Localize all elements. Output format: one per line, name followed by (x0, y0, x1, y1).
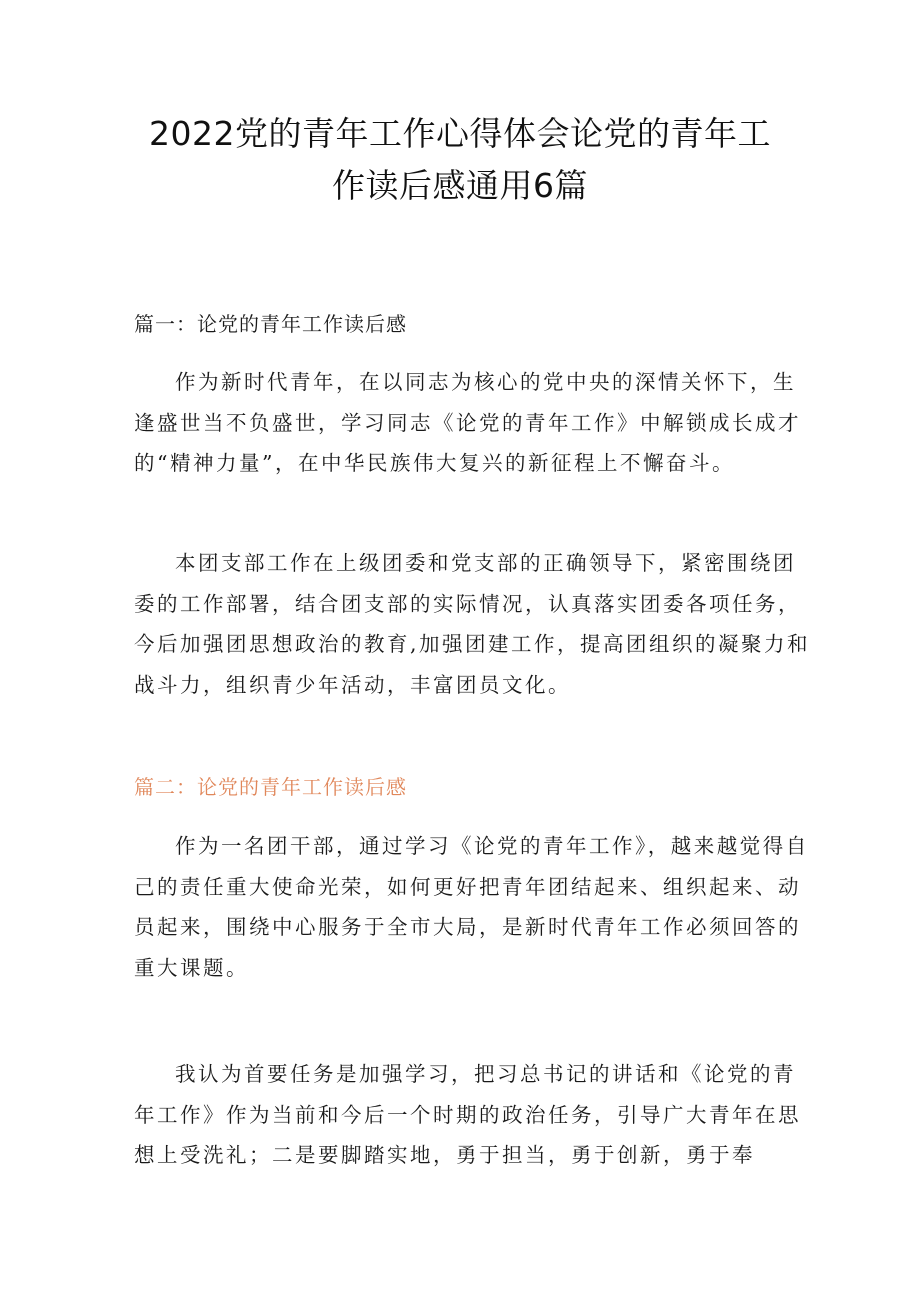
title-line-2: 作读后感通用6篇 (332, 166, 588, 205)
section-1-paragraph-2: 本团支部工作在上级团委和党支部的正确领导下，紧密围绕团委的工作部署，结合团支部的实际情况，认真落实团委各项任务，今后加强团思想政治的教育,加强团建工作，提高团组织的凝聚力和战斗力，组织青少年活动，丰富团员文化。 (134, 551, 811, 697)
section-2-paragraph-1: 作为一名团干部，通过学习《论党的青年工作》，越来越觉得自己的责任重大使命光荣，如何更好把青年团结起来、组织起来、动员起来，围绕中心服务于全市大局，是新时代青年工作必须回答的重大课题。 (134, 834, 809, 980)
section-2-paragraph-2: 我认为首要任务是加强学习，把习总书记的讲话和《论党的青年工作》作为当前和今后一个时期的政治任务，引导广大青年在思想上受洗礼；二是要脚踏实地，勇于担当，勇于创新，勇于奉 (134, 1062, 801, 1167)
document-title (110, 108, 810, 212)
title-line-1: 2022党的青年工作心得体会论党的青年工 (149, 114, 771, 153)
section-1-heading: 篇一：论党的青年工作读后感 (134, 312, 407, 336)
section-1-paragraph-1: 作为新时代青年，在以同志为核心的党中央的深情关怀下，生逢盛世当不负盛世，学习同志《论党的青年工作》中解锁成长成才的“精神力量”，在中华民族伟大复兴的新征程上不懈奋斗。 (134, 370, 801, 475)
section-2-heading: 篇二：论党的青年工作读后感 (134, 775, 407, 799)
